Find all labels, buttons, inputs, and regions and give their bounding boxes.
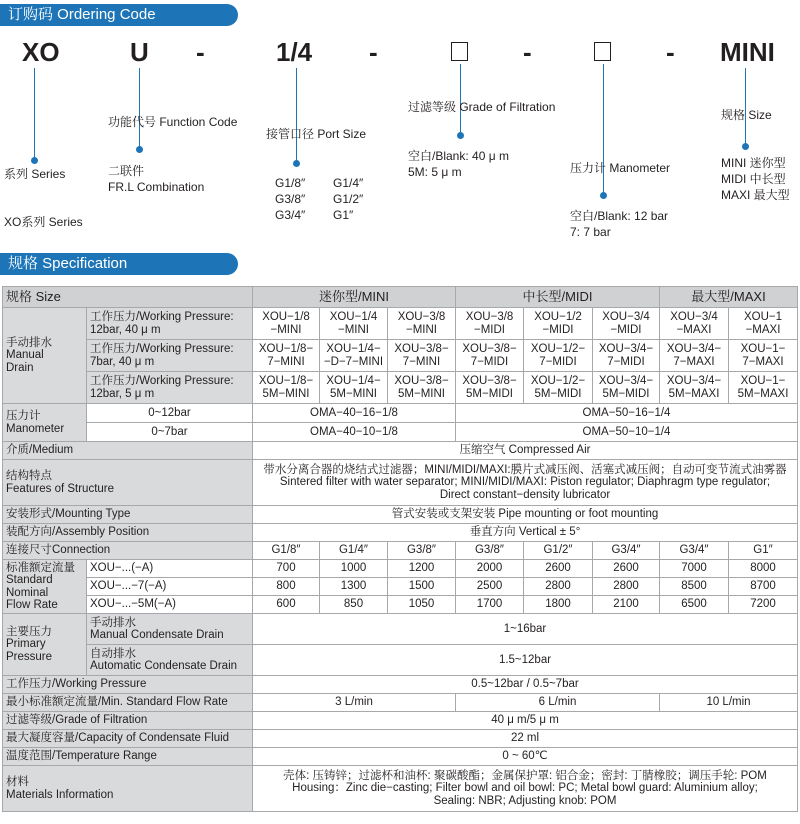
port-dot: [293, 160, 300, 167]
manometer-option-7: 7: 7 bar: [570, 225, 611, 239]
code-filtration-box: [451, 42, 468, 61]
medium-value: 压缩空气 Compressed Air: [253, 442, 798, 460]
series-label: 系列 Series: [4, 167, 66, 181]
flow-cell: 2600: [593, 560, 660, 578]
minflow-label: 最小标准额定流量/Min. Standard Flow Rate: [3, 694, 253, 712]
manometer-label: 压力计 Manometer: [570, 161, 671, 175]
model-cell: XOU−1/2− 7−MIDI: [524, 340, 593, 372]
connection-cell: G1/2″: [524, 542, 593, 560]
header-midi: 中长型/MIDI: [456, 287, 660, 308]
flow-sub-2: XOU−...−7(−A): [87, 578, 253, 596]
port-size-g1: G1″: [333, 208, 354, 222]
minflow-midi: 6 L/min: [456, 694, 660, 712]
flow-cell: 1800: [524, 596, 593, 614]
size-leader-line: [745, 68, 746, 144]
connection-cell: G3/4″: [660, 542, 729, 560]
minflow-mini: 3 L/min: [253, 694, 456, 712]
primary-value-manual: 1~16bar: [253, 614, 798, 645]
model-cell: XOU−1/4− −D−7−MINI: [320, 340, 388, 372]
model-cell: XOU−3/4 −MIDI: [593, 308, 660, 340]
size-option-maxi: MAXI 最大型: [721, 188, 790, 202]
function-label: 功能代号 Function Code: [108, 115, 238, 129]
model-cell: XOU−3/4− 7−MAXI: [660, 340, 729, 372]
flow-cell: 2800: [524, 578, 593, 596]
manual-drain-cond-3: 工作压力/Working Pressure: 12bar, 5 μ m: [87, 372, 253, 404]
code-manometer-box: [594, 42, 611, 61]
connection-cell: G3/8″: [456, 542, 524, 560]
connection-cell: G1/8″: [253, 542, 320, 560]
model-cell: XOU−3/8− 7−MINI: [388, 340, 456, 372]
mounting-value: 管式安装或支架安装 Pipe mounting or foot mounting: [253, 506, 798, 524]
model-cell: XOU−1/4− 5M−MINI: [320, 372, 388, 404]
model-cell: XOU−1/8− 7−MINI: [253, 340, 320, 372]
materials-row: [3, 766, 798, 812]
temperature-row: [3, 748, 798, 766]
primary-sub-manual: 手动排水 Manual Condensate Drain: [87, 614, 253, 645]
flow-cell: 2000: [456, 560, 524, 578]
flow-cell: 2800: [593, 578, 660, 596]
medium-row: [3, 442, 798, 460]
filtration-option-5m: 5M: 5 μ m: [408, 165, 462, 179]
ordering-code-banner: [0, 4, 238, 26]
model-cell: XOU−1/2 −MIDI: [524, 308, 593, 340]
mounting-row: [3, 506, 798, 524]
code-dash-2: -: [369, 37, 378, 67]
code-dash-3: -: [523, 37, 532, 67]
series-value: XO系列 Series: [4, 215, 83, 229]
manometer-model-mini: OMA−40−16−1/8: [253, 404, 456, 423]
manual-drain-row-2: [3, 340, 798, 372]
working-value: 0.5~12bar / 0.5~7bar: [253, 676, 798, 694]
model-cell: XOU−1/2− 5M−MIDI: [524, 372, 593, 404]
model-cell: XOU−1− 7−MAXI: [729, 340, 798, 372]
flow-cell: 700: [253, 560, 320, 578]
model-cell: XOU−1/4 −MINI: [320, 308, 388, 340]
flow-cell: 1200: [388, 560, 456, 578]
flow-cell: 2600: [524, 560, 593, 578]
assembly-row: [3, 524, 798, 542]
model-cell: XOU−1/8 −MINI: [253, 308, 320, 340]
ordering-code-title: 订购码 Ordering Code: [8, 6, 156, 23]
features-label: 结构特点 Features of Structure: [3, 460, 253, 506]
size-option-midi: MIDI 中长型: [721, 172, 786, 186]
code-size: MINI: [720, 37, 775, 67]
specification-banner: [0, 253, 238, 275]
flow-cell: 1000: [320, 560, 388, 578]
manometer-model-other: OMA−50−10−1/4: [456, 423, 798, 442]
temperature-label: 温度范围/Temperature Range: [3, 748, 253, 766]
manometer-option-blank: 空白/Blank: 12 bar: [570, 209, 669, 223]
flow-label: 标准额定流量 Standard Nominal Flow Rate: [3, 560, 87, 614]
model-cell: XOU−3/4− 5M−MIDI: [593, 372, 660, 404]
primary-sub-auto: 自动排水 Automatic Condensate Drain: [87, 645, 253, 676]
port-size-g14: G1/4″: [333, 176, 364, 190]
model-cell: XOU−3/8− 7−MIDI: [456, 340, 524, 372]
model-cell: XOU−1/8− 5M−MINI: [253, 372, 320, 404]
primary-value-auto: 1.5~12bar: [253, 645, 798, 676]
primary-row-1: [3, 614, 798, 645]
flow-cell: 1300: [320, 578, 388, 596]
mounting-label: 安装形式/Mounting Type: [3, 506, 253, 524]
header-size: 规格 Size: [3, 287, 253, 308]
model-cell: XOU−3/4− 7−MIDI: [593, 340, 660, 372]
port-leader-line: [296, 68, 297, 162]
connection-label: 连接尺寸Connection: [3, 542, 253, 560]
temperature-value: 0 ~ 60℃: [253, 748, 798, 766]
manual-drain-row-1: [3, 308, 798, 340]
manometer-range-7: 0~7bar: [87, 423, 253, 442]
connection-row: [3, 542, 798, 560]
capacity-label: 最大凝度容量/Capacity of Condensate Fluid: [3, 730, 253, 748]
port-size-g34: G3/4″: [275, 208, 306, 222]
model-cell: XOU−1 −MAXI: [729, 308, 798, 340]
model-cell: XOU−3/8 −MIDI: [456, 308, 524, 340]
manometer-range-12: 0~12bar: [87, 404, 253, 423]
filtration-dot: [457, 132, 464, 139]
working-row: [3, 676, 798, 694]
flow-cell: 2100: [593, 596, 660, 614]
working-label: 工作压力/Working Pressure: [3, 676, 253, 694]
manometer-model-mini: OMA−40−10−1/8: [253, 423, 456, 442]
header-maxi: 最大型/MAXI: [660, 287, 798, 308]
specification-table: [2, 286, 798, 812]
flow-cell: 8700: [729, 578, 798, 596]
flow-cell: 1500: [388, 578, 456, 596]
code-series: XO: [22, 37, 60, 67]
flow-cell: 1050: [388, 596, 456, 614]
flow-cell: 7200: [729, 596, 798, 614]
materials-label: 材料 Materials Information: [3, 766, 253, 812]
code-dash-1: -: [196, 37, 205, 67]
code-port: 1/4: [276, 37, 313, 67]
function-value-cn: 二联件: [108, 164, 145, 178]
model-cell: XOU−3/8− 5M−MINI: [388, 372, 456, 404]
filtration-label: 过滤等级 Grade of Filtration: [408, 100, 556, 114]
connection-cell: G1/4″: [320, 542, 388, 560]
function-value-en: FR.L Combination: [108, 180, 205, 194]
size-option-mini: MINI 迷你型: [721, 156, 786, 170]
flow-row-3: [3, 596, 798, 614]
model-cell: XOU−3/8 −MINI: [388, 308, 456, 340]
connection-cell: G3/8″: [388, 542, 456, 560]
flow-cell: 600: [253, 596, 320, 614]
manometer-model-other: OMA−50−16−1/4: [456, 404, 798, 423]
port-size-g18: G1/8″: [275, 176, 306, 190]
minflow-row: [3, 694, 798, 712]
manometer-label: 压力计 Manometer: [3, 404, 87, 442]
flow-sub-3: XOU−...−5M(−A): [87, 596, 253, 614]
specification-title: 规格 Specification: [8, 255, 128, 272]
manual-drain-label: 手动排水 Manual Drain: [3, 308, 87, 404]
series-dot: [31, 157, 38, 164]
connection-cell: G3/4″: [593, 542, 660, 560]
assembly-value: 垂直方向 Vertical ± 5°: [253, 524, 798, 542]
function-leader-line: [139, 68, 140, 148]
header-mini: 迷你型/MINI: [253, 287, 456, 308]
series-leader-line: [34, 68, 35, 160]
grade-label: 过滤等级/Grade of Filtration: [3, 712, 253, 730]
capacity-row: [3, 730, 798, 748]
assembly-label: 装配方向/Assembly Position: [3, 524, 253, 542]
code-function: U: [130, 37, 149, 67]
port-label: 接管口径 Port Size: [266, 127, 367, 141]
materials-value: 壳体: 压铸锌；过滤杯和油杯: 聚碳酸酯；金属保护罩: 铝合金；密封: 丁腈橡胶；调压手轮: POM Housing：Zinc die−casting; Filter bowl and oil bowl: PC; Metal bowl guard: Aluminium alloy; Sealing: NBR; Adjusting knob: POM: [253, 766, 798, 812]
grade-value: 40 μ m/5 μ m: [253, 712, 798, 730]
flow-cell: 2500: [456, 578, 524, 596]
flow-cell: 8000: [729, 560, 798, 578]
features-value: 带水分离合器的烧结式过滤器；MINI/MIDI/MAXI:膜片式减压阀、活塞式减压阀；自动可变节流式油雾器 Sintered filter with water separator; MINI/MIDI/MAXI: Piston regulator; Diaphragm type regulator; Direct constant−density lubricator: [253, 460, 798, 506]
flow-cell: 6500: [660, 596, 729, 614]
flow-cell: 1700: [456, 596, 524, 614]
manual-drain-row-3: [3, 372, 798, 404]
size-dot: [742, 143, 749, 150]
flow-cell: 850: [320, 596, 388, 614]
primary-label: 主要压力 Primary Pressure: [3, 614, 87, 676]
model-cell: XOU−3/4− 5M−MAXI: [660, 372, 729, 404]
model-cell: XOU−3/8− 5M−MIDI: [456, 372, 524, 404]
manual-drain-cond-2: 工作压力/Working Pressure: 7bar, 40 μ m: [87, 340, 253, 372]
flow-cell: 8500: [660, 578, 729, 596]
function-dot: [136, 146, 143, 153]
model-cell: XOU−1− 5M−MAXI: [729, 372, 798, 404]
primary-row-2: [3, 645, 798, 676]
manometer-row-2: [3, 423, 798, 442]
medium-label: 介质/Medium: [3, 442, 253, 460]
filtration-option-blank: 空白/Blank: 40 μ m: [408, 149, 509, 163]
code-dash-4: -: [666, 37, 675, 67]
features-row: [3, 460, 798, 506]
manometer-dot: [600, 192, 607, 199]
connection-cell: G1″: [729, 542, 798, 560]
minflow-maxi: 10 L/min: [660, 694, 798, 712]
model-cell: XOU−3/4 −MAXI: [660, 308, 729, 340]
grade-row: [3, 712, 798, 730]
port-size-g12: G1/2″: [333, 192, 364, 206]
manometer-row-1: [3, 404, 798, 423]
flow-sub-1: XOU−...(−A): [87, 560, 253, 578]
flow-cell: 800: [253, 578, 320, 596]
flow-row-1: [3, 560, 798, 578]
port-size-g38: G3/8″: [275, 192, 306, 206]
flow-row-2: [3, 578, 798, 596]
flow-cell: 7000: [660, 560, 729, 578]
capacity-value: 22 ml: [253, 730, 798, 748]
header-row: [3, 287, 798, 308]
manual-drain-cond-1: 工作压力/Working Pressure: 12bar, 40 μ m: [87, 308, 253, 340]
size-label: 规格 Size: [721, 108, 772, 122]
